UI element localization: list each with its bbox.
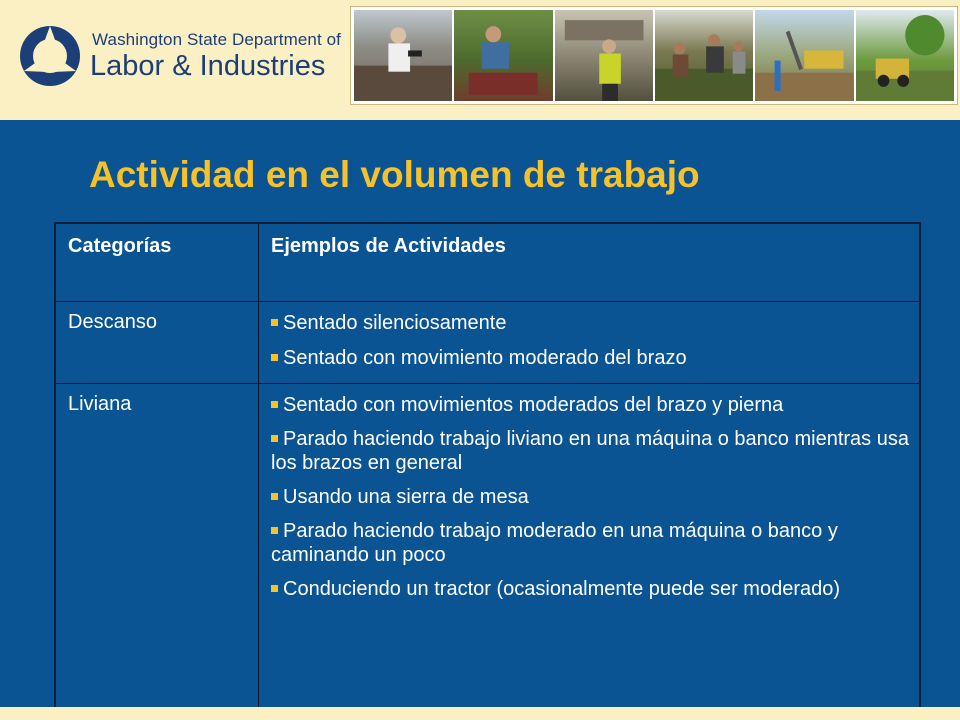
activity-list xyxy=(271,311,909,370)
list-item: Sentado con movimientos moderados del brazo y pierna xyxy=(271,393,909,417)
slide-title: Actividad en el volumen de trabajo xyxy=(89,154,700,195)
farmworker-photo xyxy=(454,10,552,101)
construction-photo xyxy=(755,10,853,101)
header-band xyxy=(0,0,960,120)
photo-strip xyxy=(350,6,958,105)
org-name-line2: Labor & Industries xyxy=(90,50,326,82)
category-cell: Descanso xyxy=(55,302,259,384)
list-item: Parado haciendo trabajo moderado en una máquina o banco y caminando un poco xyxy=(271,519,909,567)
roofer-photo xyxy=(354,10,452,101)
bottom-band xyxy=(0,707,960,720)
field-workers-photo xyxy=(655,10,753,101)
landscaping-photo xyxy=(856,10,954,101)
examples-cell xyxy=(259,302,921,384)
list-item: Parado haciendo trabajo liviano en una máquina o banco mientras usa los brazos en general xyxy=(271,428,909,474)
category-cell: Liviana xyxy=(55,384,259,709)
examples-cell xyxy=(259,384,921,709)
table-row xyxy=(55,384,920,709)
column-header-examples: Ejemplos de Actividades xyxy=(259,223,921,302)
org-name-line1: Washington State Department of xyxy=(92,30,342,49)
list-item: Conduciendo un tractor (ocasionalmente puede ser moderado) xyxy=(271,577,909,601)
activity-list xyxy=(271,393,909,601)
list-item: Usando una sierra de mesa xyxy=(271,485,909,509)
column-header-categories: Categorías xyxy=(55,223,259,302)
lni-logo-icon xyxy=(18,24,82,88)
activity-table xyxy=(54,222,921,709)
list-item: Sentado con movimiento moderado del brazo xyxy=(271,346,909,370)
table-row xyxy=(55,302,920,384)
list-item: Sentado silenciosamente xyxy=(271,311,909,335)
table-header-row xyxy=(55,223,920,302)
tree-worker-photo xyxy=(555,10,653,101)
